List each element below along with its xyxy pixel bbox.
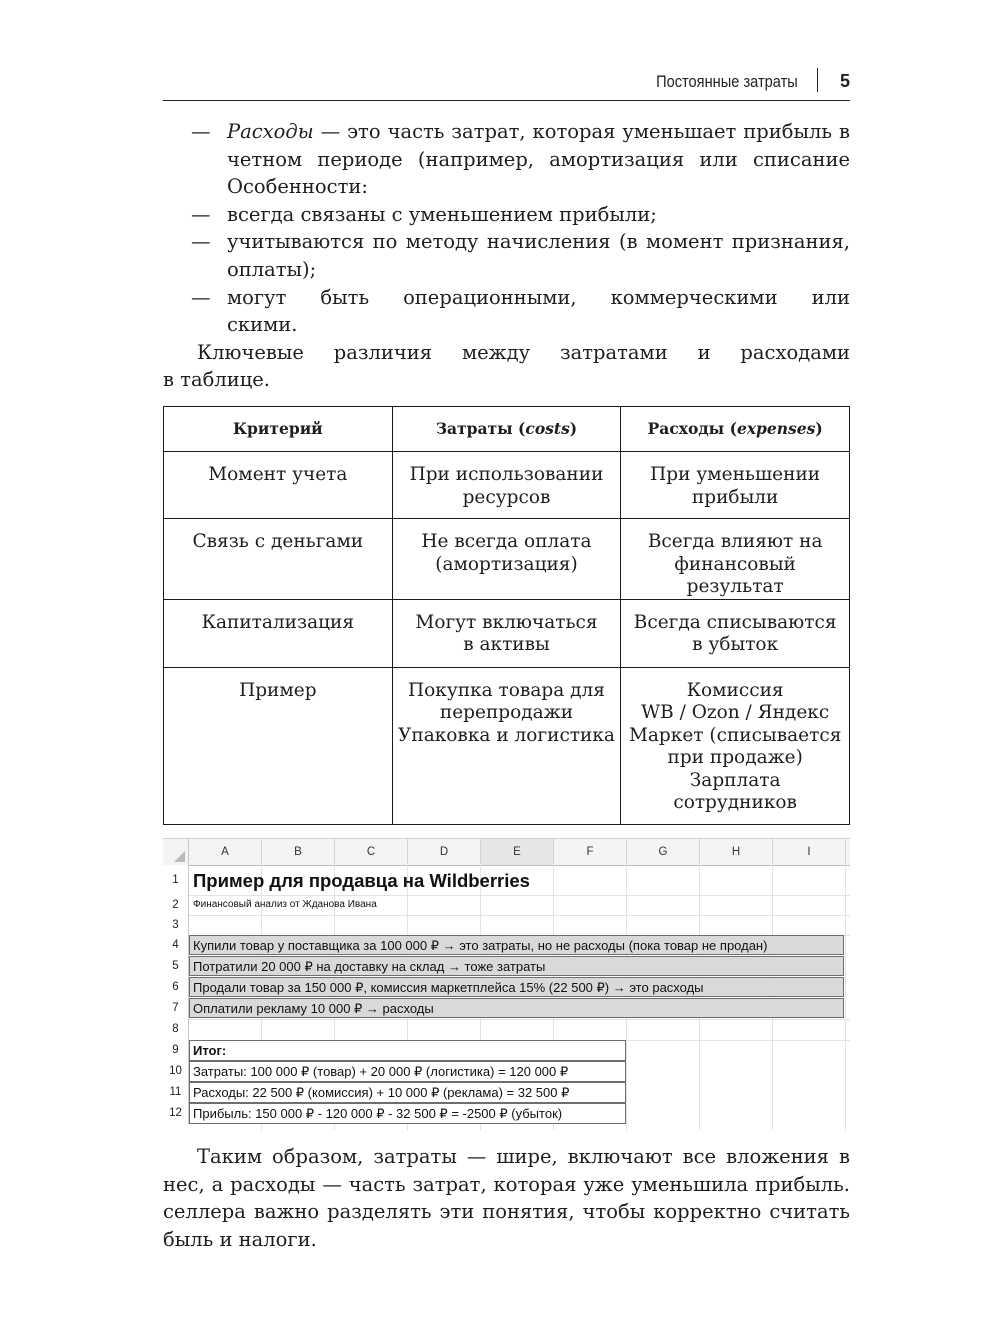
sheet-cell[interactable]: Продали товар за 150 000 ₽, комиссия маркетплейса 15% (22 500 ₽) → это расходы	[193, 980, 704, 995]
dash-marker: —	[191, 230, 211, 254]
row-header[interactable]: 2	[163, 895, 189, 915]
corner-triangle-icon	[174, 851, 185, 862]
row-header[interactable]: 4	[163, 935, 189, 956]
running-header	[163, 64, 850, 101]
cell-line: Маркет (списывается	[628, 724, 842, 746]
list-item-continuation: скими.	[227, 313, 298, 337]
header-expenses-en: expenses	[736, 418, 816, 438]
column-header[interactable]: G	[627, 839, 700, 865]
list-item-continuation: четном периоде (например, амортизация или списание	[227, 147, 850, 171]
grid-line	[188, 1019, 850, 1020]
column-header[interactable]: H	[700, 839, 773, 865]
list-item	[163, 201, 850, 229]
column-header[interactable]: F	[554, 839, 627, 865]
sheet-subtitle[interactable]: Финансовый анализ от Жданова Ивана	[193, 899, 377, 910]
column-header[interactable]: D	[408, 839, 481, 865]
cell-line: Покупка товара для	[408, 679, 605, 701]
sheet-cell[interactable]: Затраты: 100 000 ₽ (товар) + 20 000 ₽ (логистика) = 120 000 ₽	[193, 1064, 569, 1079]
paragraph-line: Таким образом, затраты — шире, включают все вложения в	[197, 1145, 850, 1168]
row-header[interactable]: 10	[163, 1061, 189, 1082]
select-all-corner[interactable]	[163, 839, 189, 865]
cell-line: (амортизация)	[435, 553, 578, 575]
sheet-cell[interactable]: Оплатили рекламу 10 000 ₽ → расходы	[193, 1001, 434, 1016]
table-row	[164, 667, 850, 824]
list-item	[163, 118, 850, 146]
column-header[interactable]: A	[189, 839, 262, 865]
dash-marker: —	[191, 120, 211, 143]
row-header[interactable]: 1	[163, 865, 189, 895]
cell-line: в убыток	[692, 634, 779, 655]
header-expenses	[621, 407, 850, 452]
sheet-cell[interactable]: Прибыль: 150 000 ₽ - 120 000 ₽ - 32 500 ₽ = -2500 ₽ (убыток)	[193, 1106, 563, 1121]
row-header[interactable]: 7	[163, 998, 189, 1019]
paragraph-line: Ключевые различия между затратами и расходами	[197, 340, 850, 364]
header-paren: )	[815, 418, 823, 438]
header-separator	[817, 68, 819, 92]
cell-costs	[392, 452, 621, 519]
list-item-text: — это часть затрат, которая уменьшает прибыль в	[320, 120, 850, 143]
header-costs-text: Затраты (	[435, 418, 526, 438]
header-costs	[392, 407, 621, 452]
cell-line: При использовании	[409, 464, 604, 485]
cell-line: WB / Ozon / Яндекс	[641, 702, 830, 723]
cell-costs	[392, 667, 621, 824]
list-item-text: всегда связаны с уменьшением прибыли;	[227, 202, 657, 226]
comparison-table	[163, 406, 850, 825]
table-row	[164, 599, 850, 667]
totals-box	[189, 1040, 626, 1061]
dash-marker: —	[191, 202, 211, 226]
cell-line: Не всегда оплата	[421, 531, 592, 552]
spreadsheet-screenshot	[163, 838, 850, 1130]
row-header[interactable]: 12	[163, 1103, 189, 1124]
features-label: Особенности:	[227, 175, 368, 199]
cell-line: Могут включаться	[415, 611, 598, 633]
cell-line: в активы	[463, 634, 550, 655]
conclusion-text	[163, 1143, 850, 1253]
row-header[interactable]: 9	[163, 1040, 189, 1061]
header-criterion: Критерий	[164, 407, 393, 452]
list-item	[163, 284, 850, 312]
cell-line: Зарплата	[689, 769, 781, 791]
column-header-row	[163, 838, 850, 866]
column-header[interactable]: C	[335, 839, 408, 865]
grid-line	[188, 915, 850, 916]
row-header[interactable]: 8	[163, 1019, 189, 1040]
header-costs-en: costs	[525, 418, 570, 438]
cell-line: При уменьшении	[650, 464, 821, 485]
dash-marker: —	[191, 285, 211, 309]
table-header-row	[164, 407, 850, 452]
grid-line	[772, 864, 773, 1130]
row-header[interactable]: 5	[163, 956, 189, 977]
cell-line: Комиссия	[686, 679, 784, 701]
running-title: Постоянные затраты	[656, 72, 798, 91]
cell-line: ресурсов	[462, 486, 551, 508]
cell-line: финансовый результат	[674, 553, 796, 597]
list-item	[163, 228, 850, 256]
cell-line: перепродажи	[439, 702, 574, 723]
term-expenses: Расходы	[227, 120, 314, 143]
header-paren: )	[569, 418, 578, 438]
cell-criterion: Капитализация	[164, 599, 393, 667]
cell-line: Всегда списываются	[633, 611, 837, 633]
row-header[interactable]: 3	[163, 915, 189, 935]
cell-line: при продаже)	[667, 747, 803, 768]
row-header[interactable]: 11	[163, 1082, 189, 1103]
cell-criterion: Связь с деньгами	[164, 519, 393, 600]
sheet-cell[interactable]: Купили товар у поставщика за 100 000 ₽ → это затраты, но не расходы (пока товар не продан)	[193, 938, 768, 953]
paragraph-line: быль и налоги.	[163, 1227, 317, 1251]
list-item-continuation: оплаты);	[227, 257, 317, 281]
column-header[interactable]: I	[773, 839, 846, 865]
sheet-cell-total-label[interactable]: Итог:	[193, 1043, 227, 1058]
paragraph-line: в таблице.	[163, 368, 270, 392]
cell-expenses	[621, 599, 850, 667]
page-number: 5	[839, 71, 850, 91]
intro-text	[163, 118, 850, 394]
paragraph-line: нес, а расходы — часть затрат, которая уже уменьшила прибыль.	[163, 1172, 850, 1196]
cell-expenses	[621, 452, 850, 519]
header-expenses-text: Расходы (	[647, 418, 737, 438]
sheet-cell[interactable]: Потратили 20 000 ₽ на доставку на склад → тоже затраты	[193, 959, 546, 974]
cell-costs	[392, 599, 621, 667]
cell-criterion: Пример	[164, 667, 393, 824]
cell-line: Всегда влияют на	[647, 531, 823, 552]
table-row	[164, 519, 850, 600]
sheet-cell[interactable]: Расходы: 22 500 ₽ (комиссия) + 10 000 ₽ (реклама) = 32 500 ₽	[193, 1085, 570, 1100]
list-item-text: учитываются по методу начисления (в момент признания,	[227, 230, 850, 254]
table-row	[164, 452, 850, 519]
cell-costs	[392, 519, 621, 600]
list-item-text: могут быть операционными, коммерческими или	[227, 285, 850, 309]
paragraph-line: селлера важно разделять эти понятия, чтобы корректно считать	[163, 1200, 850, 1224]
row-header[interactable]: 6	[163, 977, 189, 998]
cell-line: сотрудников	[673, 792, 797, 813]
cell-line: Упаковка и логистика	[398, 724, 615, 746]
grid-line	[845, 864, 846, 1130]
sheet-title[interactable]: Пример для продавца на Wildberries	[193, 870, 530, 891]
cell-expenses	[621, 667, 850, 824]
column-header[interactable]: B	[262, 839, 335, 865]
cell-line: прибыли	[691, 486, 779, 508]
column-header[interactable]: E	[481, 839, 554, 865]
cell-expenses	[621, 519, 850, 600]
cell-criterion: Момент учета	[164, 452, 393, 519]
